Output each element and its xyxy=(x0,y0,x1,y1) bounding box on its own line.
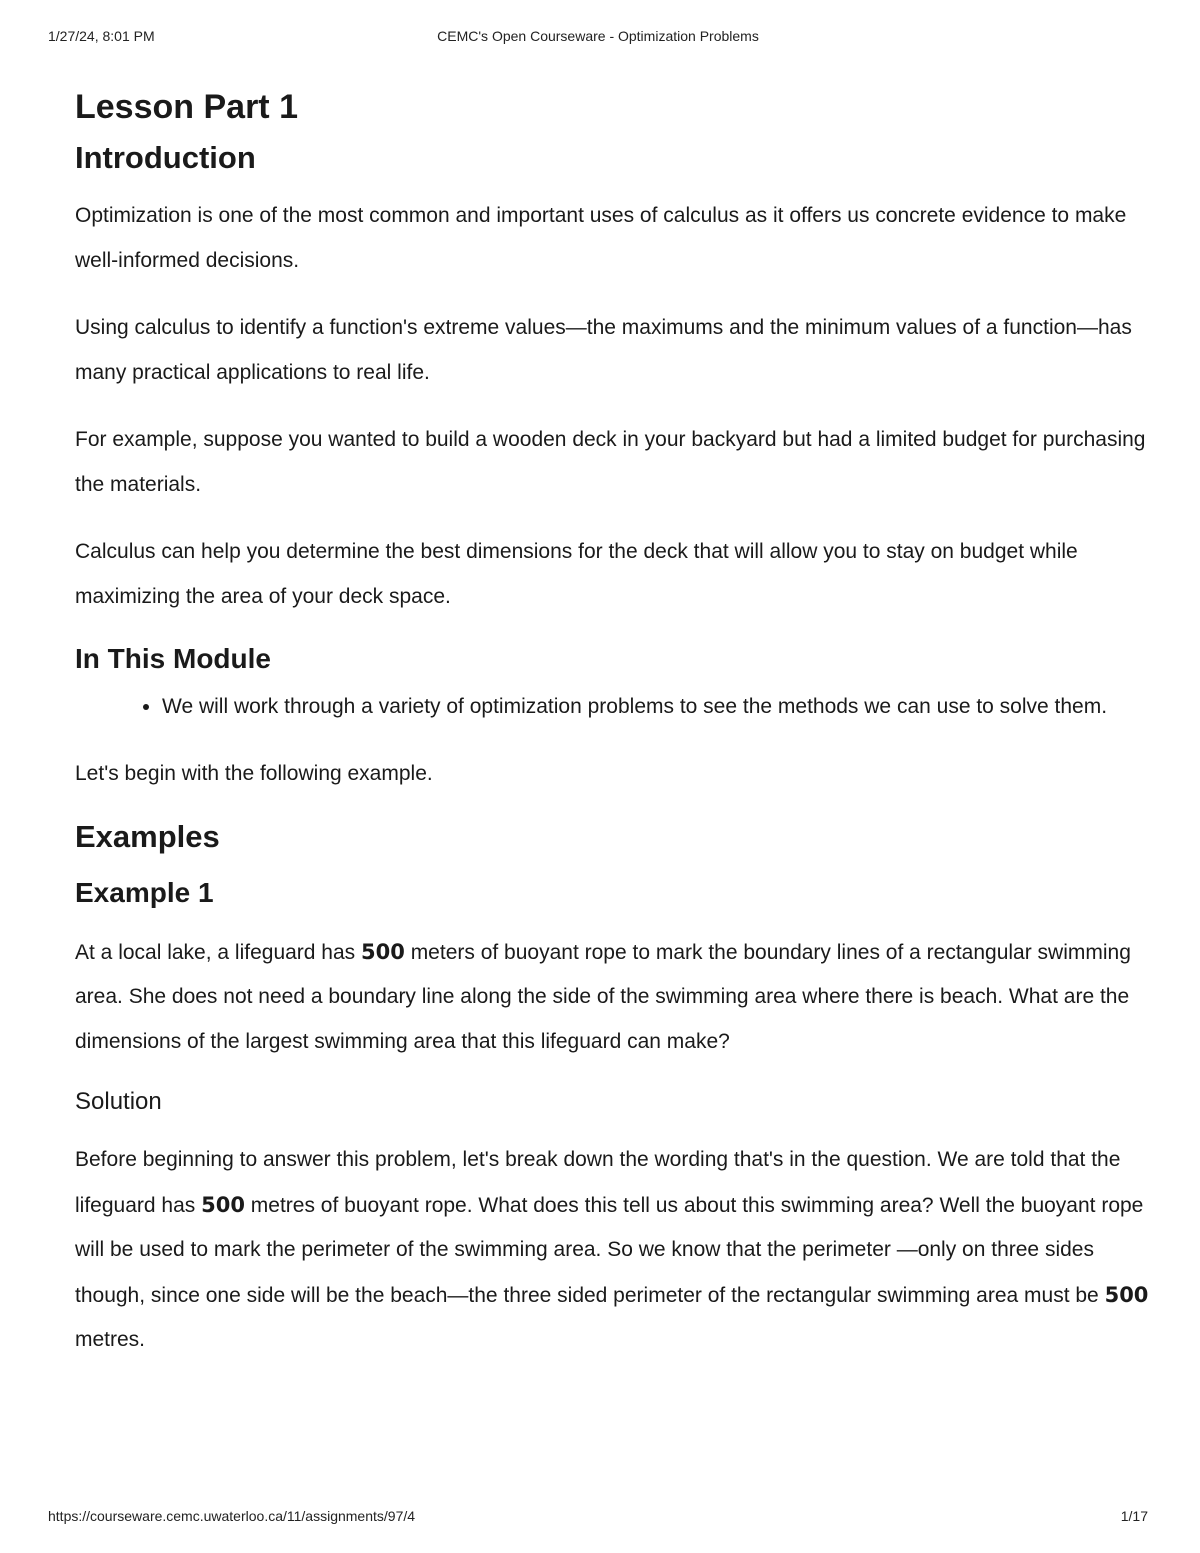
print-page-title: CEMC's Open Courseware - Optimization Problems xyxy=(437,28,759,44)
lesson-heading: Lesson Part 1 xyxy=(75,88,298,126)
solution-text: metres of buoyant rope. What does this tell us about this swimming area? Well the buoyant rope will be used to mark the perimeter of the swimming area. So we know that the perimeter —only on three sides though, since one side will be the beach—the three sided perimeter of the rectangular swimming area must be xyxy=(75,1193,1144,1307)
question-text: At a local lake, a lifeguard has xyxy=(75,940,362,964)
introduction-heading: Introduction xyxy=(75,140,256,175)
lesson-content xyxy=(75,82,1150,1363)
rope-length-value: 500 xyxy=(361,939,405,964)
list-item: • We will work through a variety of optimization problems to see the methods we can use to solve them. xyxy=(162,685,1150,729)
example-1-question xyxy=(75,930,1150,1065)
solution-paragraph xyxy=(75,1138,1150,1363)
print-header xyxy=(48,28,1148,48)
page-number: 1/17 xyxy=(1120,1508,1148,1524)
print-datetime: 1/27/24, 8:01 PM xyxy=(48,28,155,44)
perimeter-value: 500 xyxy=(1104,1282,1149,1307)
solution-heading: Solution xyxy=(75,1088,162,1115)
question-text: meters of buoyant rope to mark the boundary lines of a rectangular swimming area. She does not need a boundary line along the side of the swimming area where there is beach. What are the dimensions of the largest swimming area that this lifeguard can make? xyxy=(75,940,1131,1053)
example-1-heading: Example 1 xyxy=(75,876,214,908)
module-list xyxy=(75,685,1150,729)
intro-paragraph-4: Calculus can help you determine the best dimensions for the deck that will allow you to stay on budget while maximizing the area of your deck space. xyxy=(75,540,1078,608)
intro-paragraph-2: Using calculus to identify a function's extreme values—the maximums and the minimum values of a function—has many practical applications to real life. xyxy=(75,316,1132,384)
solution-text: Before beginning to answer this problem, let's break down the wording that's in the question. We are told that the lifeguard has xyxy=(75,1148,1121,1217)
intro-paragraph-3: For example, suppose you wanted to build a wooden deck in your backyard but had a limited budget for purchasing the materials. xyxy=(75,428,1146,496)
intro-paragraph-1: Optimization is one of the most common and important uses of calculus as it offers us concrete evidence to make well-informed decisions. xyxy=(75,204,1127,272)
rope-length-value: 500 xyxy=(201,1192,245,1217)
examples-heading: Examples xyxy=(75,818,220,854)
print-footer xyxy=(48,1508,1148,1528)
page-url: https://courseware.cemc.uwaterloo.ca/11/assignments/97/4 xyxy=(48,1508,416,1524)
module-heading: In This Module xyxy=(75,643,271,674)
solution-text: metres. xyxy=(75,1328,146,1351)
lead-in-text: Let's begin with the following example. xyxy=(75,762,433,785)
